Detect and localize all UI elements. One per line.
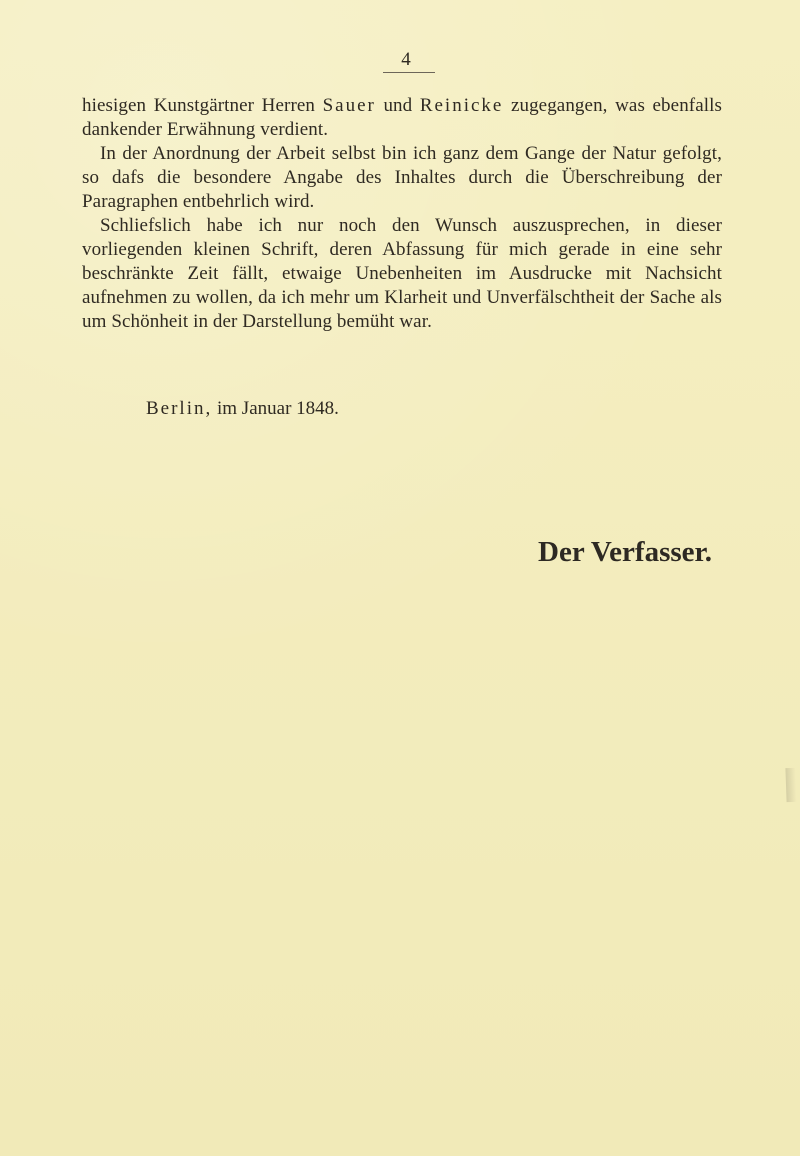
paragraph-1-text-2: und [375,95,420,116]
page-number-rule [383,72,435,73]
paragraph-1-name-sauer: Sauer [322,95,376,116]
paragraph-2-text: In der Anordnung der Arbeit selbst bin ich ganz dem Gange der Natur gefolgt, so dafs die besondere Angabe des Inhaltes durch die Überschreibung der Paragraphen entbehrlich wird. [82,143,722,212]
body-text [82,94,722,334]
paragraph-2 [82,142,722,214]
paragraph-3 [82,214,722,334]
paragraph-1-text-1: hiesigen Kunstgärtner Herren [82,95,323,116]
paragraph-3-text: Schliefslich habe ich nur noch den Wunsch auszusprechen, in dieser vorliegenden kleinen Schrift, deren Abfassung für mich gerade in eine sehr beschränkte Zeit fällt, etwaige Unebenheiten im Ausdrucke mit Nachsicht aufnehmen zu wollen, da ich mehr um Klarheit und Unverfälschtheit der Sache als um Schönheit in der Darstellung bemüht war. [82,215,722,332]
paragraph-1-text-3: zugegangen, was ebenfalls dankender Erwähnung verdient. [82,95,723,140]
dateline [146,397,339,421]
dateline-date: im Januar 1848. [212,398,339,419]
signature: Der Verfasser. [538,536,712,568]
paragraph-1-name-reinicke: Reinicke [419,95,504,116]
page-number: 4 [401,49,411,70]
paper-mark [785,768,796,802]
paragraph-1 [82,94,722,142]
dateline-place: Berlin, [146,398,213,419]
